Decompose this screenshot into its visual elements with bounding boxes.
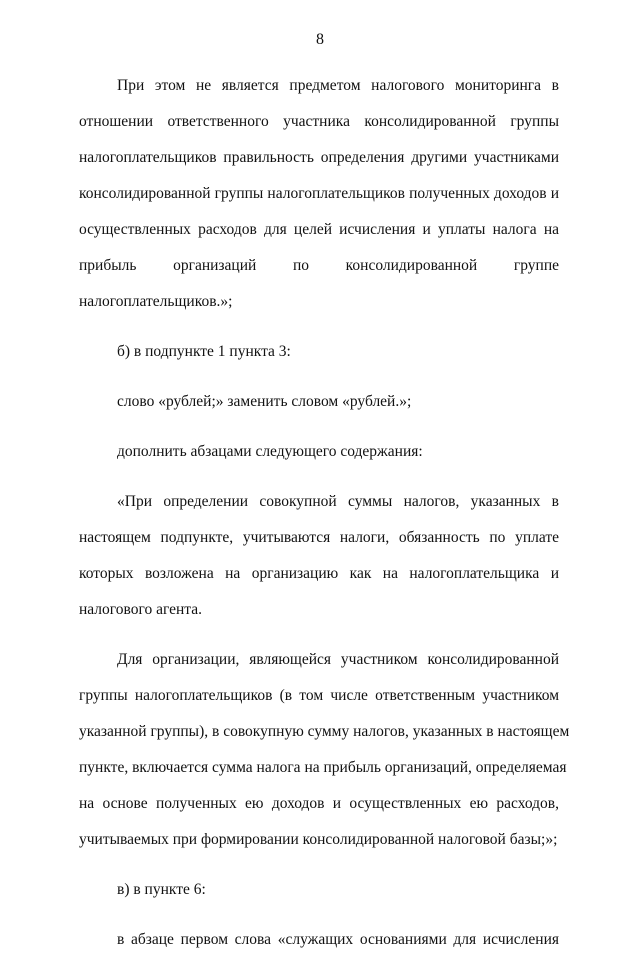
text-line: указанной группы), в совокупную сумму налогов, указанных в настоящем — [79, 723, 570, 740]
page-number: 8 — [316, 31, 324, 48]
text-line: б) в подпункте 1 пункта 3: — [117, 343, 291, 360]
paragraph — [79, 872, 559, 908]
text-line: настоящем подпункте, учитываются налоги, обязанность по уплате — [79, 529, 559, 546]
text-line: дополнить абзацами следующего содержания: — [117, 443, 423, 460]
text-line: в абзаце первом слова «служащих основаниями для исчисления — [117, 931, 559, 948]
text-line: прибыль организаций по консолидированной группе — [79, 257, 559, 274]
text-line: «При определении совокупной суммы налогов, указанных в — [117, 493, 559, 510]
paragraph — [79, 334, 559, 370]
text-line: отношении ответственного участника консолидированной группы — [79, 113, 559, 130]
text-line: консолидированной группы налогоплательщиков полученных доходов и — [79, 185, 559, 202]
text-line: которых возложена на организацию как на налогоплательщика и — [79, 565, 559, 582]
paragraph — [79, 68, 559, 320]
text-line: налогоплательщиков.»; — [79, 293, 233, 310]
text-line: слово «рублей;» заменить словом «рублей.»; — [117, 393, 412, 410]
text-line: учитываемых при формировании консолидированной налоговой базы;»; — [79, 831, 558, 848]
paragraph — [79, 384, 559, 420]
text-line: Для организации, являющейся участником консолидированной — [117, 651, 559, 668]
paragraph — [79, 922, 559, 958]
text-line: группы налогоплательщиков (в том числе ответственным участником — [79, 687, 559, 704]
text-line: на основе полученных ею доходов и осуществленных ею расходов, — [79, 795, 559, 812]
paragraph — [79, 434, 559, 470]
paragraph — [79, 642, 570, 858]
document-body — [79, 68, 570, 958]
text-line: При этом не является предметом налогового мониторинга в — [117, 77, 559, 94]
text-line: в) в пункте 6: — [117, 881, 206, 898]
text-line: налогового агента. — [79, 601, 203, 618]
text-line: налогоплательщиков правильность определения другими участниками — [79, 149, 559, 166]
text-line: пункте, включается сумма налога на прибыль организаций, определяемая — [79, 759, 567, 776]
paragraph — [79, 484, 559, 628]
text-line: осуществленных расходов для целей исчисления и уплаты налога на — [79, 221, 559, 238]
